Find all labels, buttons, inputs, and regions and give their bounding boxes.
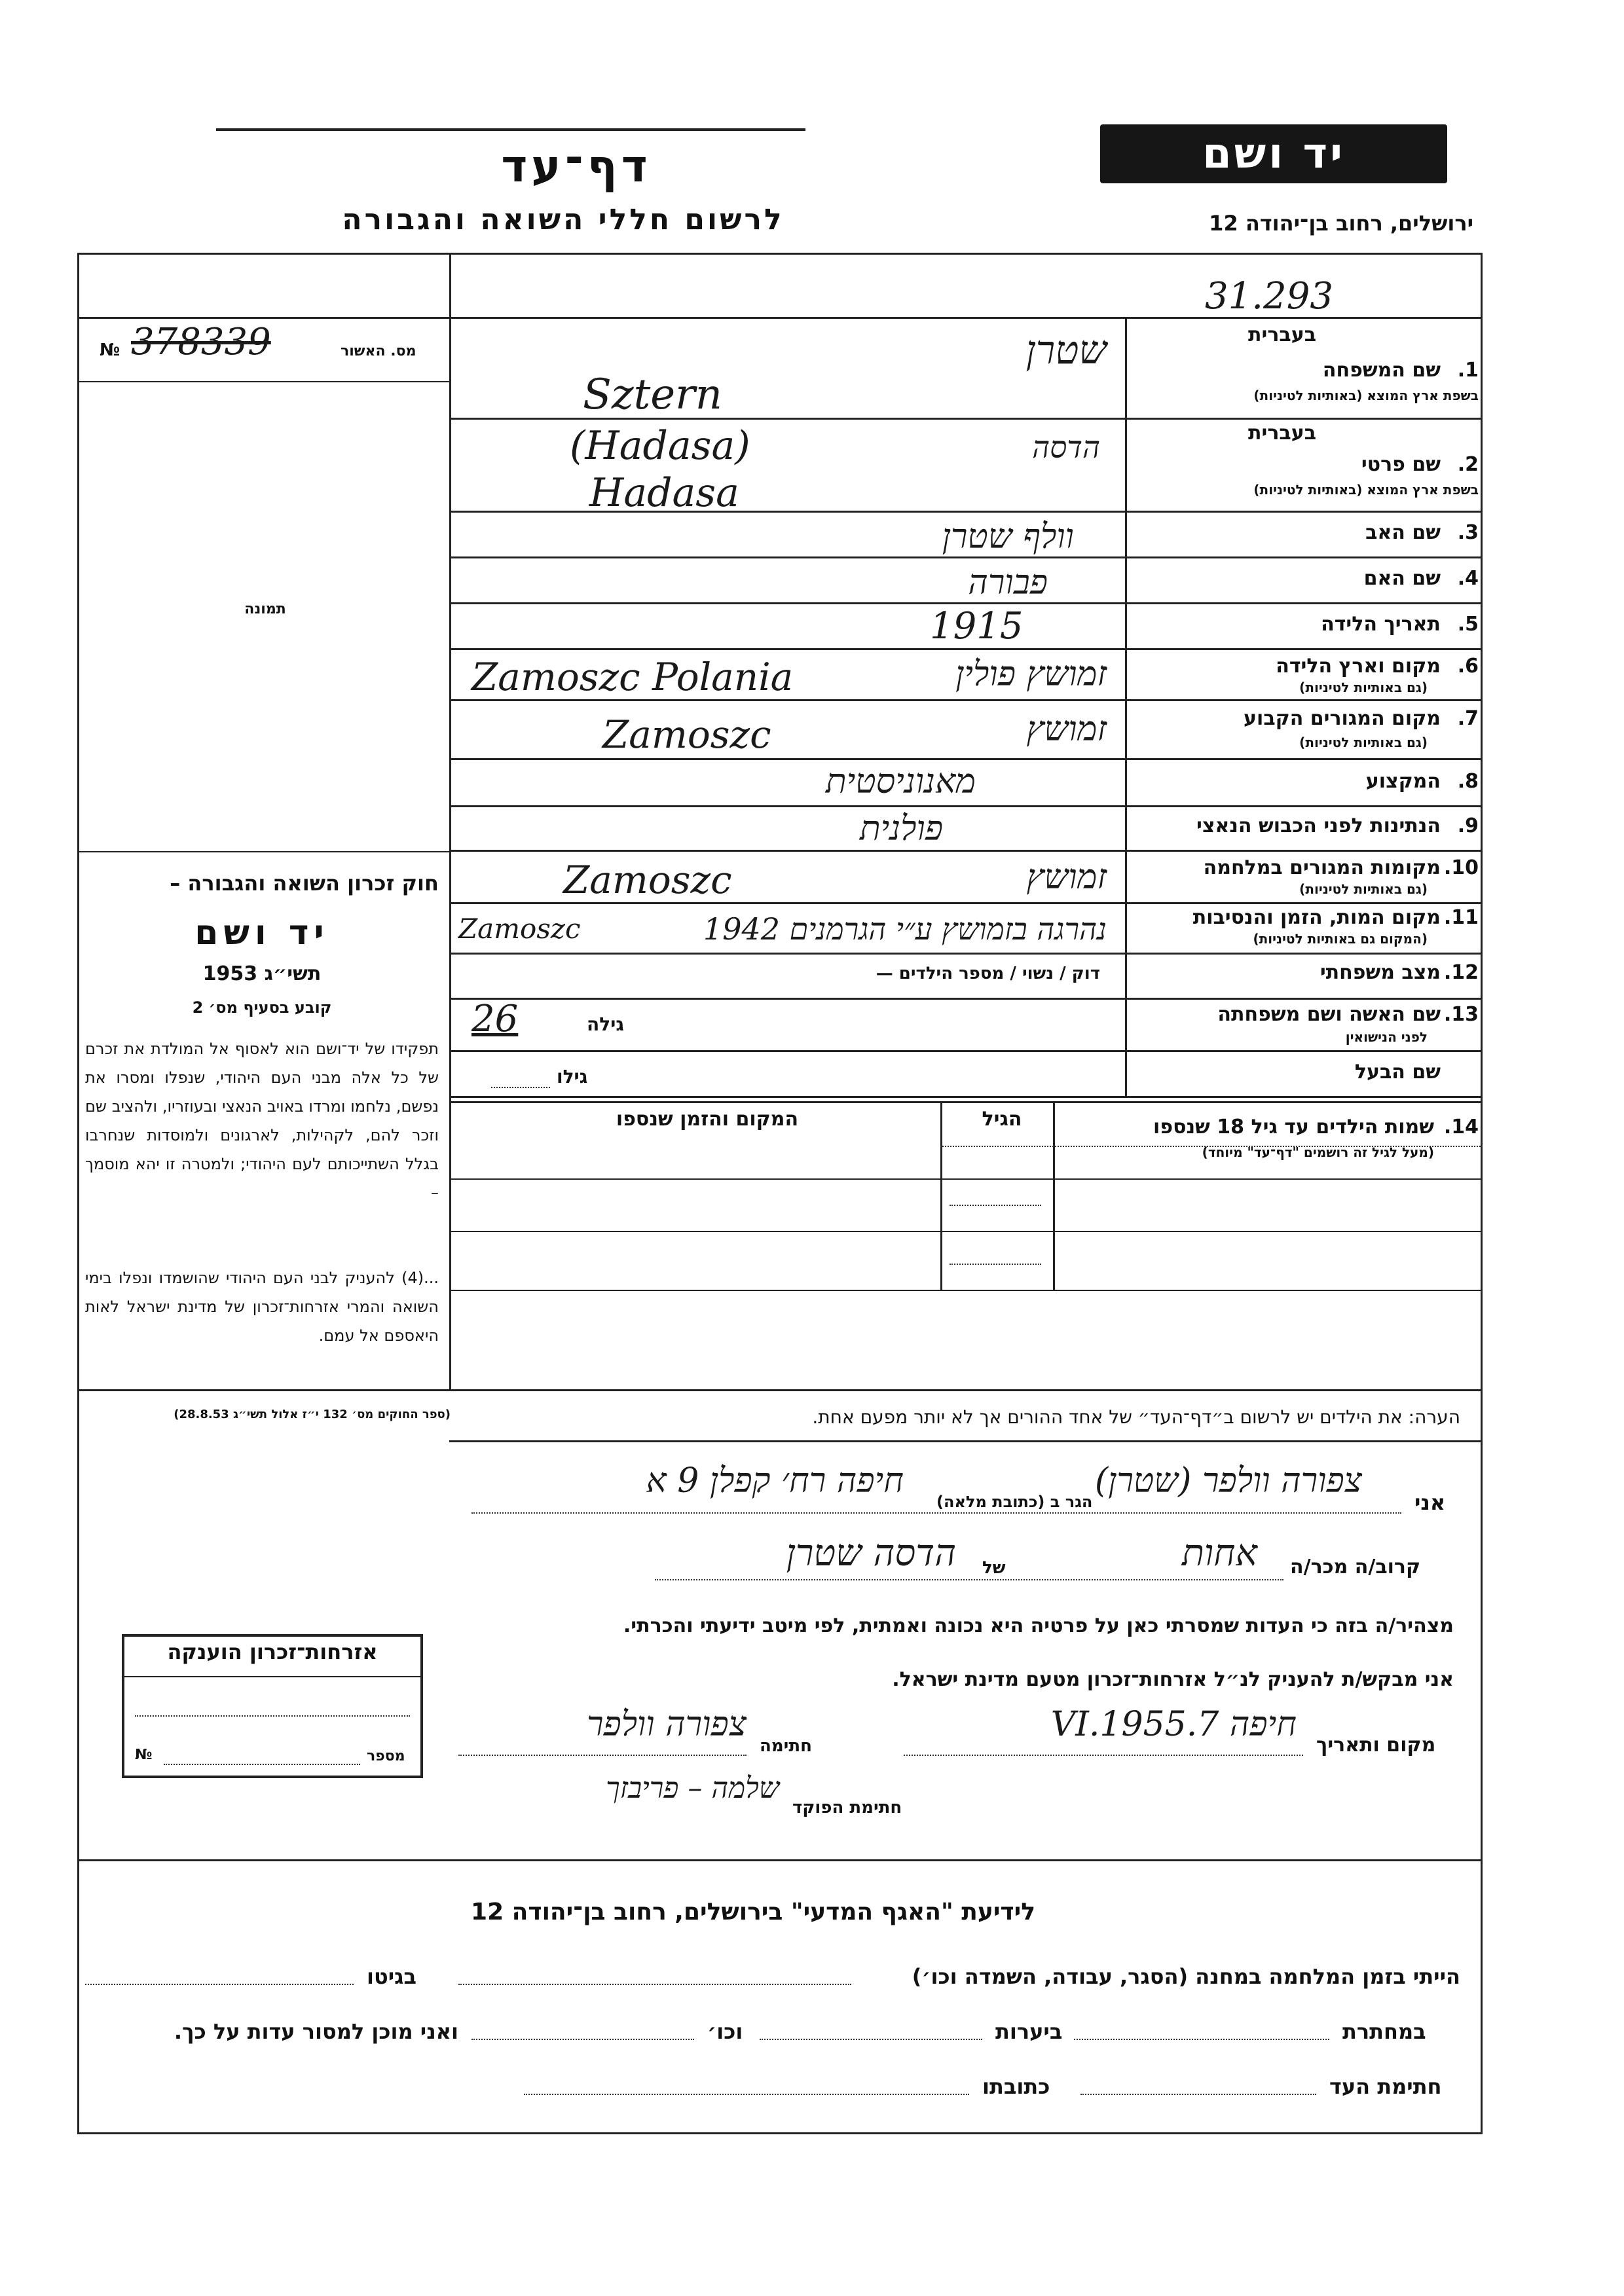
law-text-2: ...(4) להעניק לבני העם היהודי שהושמדו ונפלו בימי השואה והמרי אזרחות־זכרון של מדינת ישראל לאות היאספם אל עמם. xyxy=(85,1269,439,1345)
field-2-value-latin: (Hadasa) xyxy=(570,423,750,469)
field-10-value-latin: Zamoszc xyxy=(563,858,732,902)
field-5-number: 5. xyxy=(1457,613,1479,636)
field-6-sub: (גם באותיות לטיניות) xyxy=(1299,680,1428,695)
signature-label: חתימה xyxy=(760,1736,812,1756)
law-title: חוק זכרון השואה והגבורה – xyxy=(170,871,439,896)
field-11-sub: (המקום גם באותיות לטיניות) xyxy=(1253,931,1428,947)
field-1-number: 1. xyxy=(1457,359,1479,382)
field-11-value-he: נהרגה בזמושץ ע״י הגרמנים 1942 xyxy=(703,911,1107,947)
field-7-label: מקום המגורים הקבוע xyxy=(1244,707,1441,730)
form-title: דף־עד xyxy=(501,141,652,192)
witness-residing-label: הגר ב (כתובת מלאה) xyxy=(936,1493,1093,1511)
footer-witness-signature-label: חתימת העד xyxy=(1329,2074,1442,2099)
field-2-sub: בשפת ארץ המוצא (באותיות לטיניות) xyxy=(1253,482,1479,498)
field-3-value: וולף שטרן xyxy=(942,517,1074,556)
field-12-label: מצב משפחתי xyxy=(1320,961,1441,984)
witness-relation: אחות xyxy=(1181,1532,1257,1575)
witness-of-label: של xyxy=(982,1558,1006,1578)
field-10-sub: (גם באותיות לטיניות) xyxy=(1299,881,1428,897)
children-col-age: הגיל xyxy=(982,1108,1022,1131)
children-col-place: המקום והזמן שנספו xyxy=(616,1108,799,1131)
field-1-value-he: שטרן xyxy=(1025,327,1107,373)
field-12-value: דוק / נשוי / מספר הילדים — xyxy=(876,964,1100,983)
yad-vashem-logo: יד ושם xyxy=(1100,124,1447,183)
field-6-value-latin: Zamoszc Polania xyxy=(471,655,794,699)
footer-underground-label: במחתרת xyxy=(1342,2019,1426,2044)
field-7-number: 7. xyxy=(1457,707,1479,730)
field-7-value-latin: Zamoszc xyxy=(602,712,771,757)
field-9-value: פולנית xyxy=(859,809,943,848)
law-clause: קובע בסעיף מס׳ 2 xyxy=(192,998,332,1017)
footer-camp-label: הייתי בזמן המלחמה במחנה (הסגר, עבודה, השמדה וכו׳) xyxy=(912,1964,1460,1989)
field-13-age-label: גילה xyxy=(587,1013,624,1035)
approval-no-label: № xyxy=(100,340,120,360)
law-name: יד ושם xyxy=(194,913,329,953)
field-9-number: 9. xyxy=(1457,814,1479,837)
husband-age-label: גילו xyxy=(557,1066,588,1087)
photo-label: תמונה xyxy=(244,601,286,617)
footer-ghetto-label: בגיטו xyxy=(367,1964,416,1989)
law-ref: (ספר החוקים מס׳ 132 י״ז אלול תשי״ג 28.8.53) xyxy=(174,1408,451,1421)
law-text: תפקידו של יד־ושם הוא לאסוף אל המולדת את זכרם של כל אלה מבני העם היהודי, שנפלו ומסרו את נפשם, נלחמו ומרדו באויב הנאצי ובעוזריו, ולהציב שם וזכר להם, לקהילות, לארגונים ולמוסדות שנחרבו בגלל השתייכותם לעם היהודי; ולמטרה זו יהא מוסמך – xyxy=(85,1040,439,1202)
field-12-number: 12. xyxy=(1443,961,1479,984)
field-10-value-he: זמושץ xyxy=(1026,858,1107,897)
field-2-value-latin-2: Hadasa xyxy=(589,470,739,516)
field-2-hebrew-tag: בעברית xyxy=(1248,422,1316,445)
witness-i-label: אני xyxy=(1414,1490,1446,1515)
footer-forests-label: ביערות xyxy=(995,2019,1063,2044)
field-6-label: מקום וארץ הלידה xyxy=(1276,655,1441,678)
children-number: 14. xyxy=(1443,1116,1479,1139)
field-1-value-latin: Sztern xyxy=(583,371,722,419)
field-11-number: 11. xyxy=(1443,906,1479,929)
witness-name: צפורה וולפר (שטרן) xyxy=(1094,1461,1362,1501)
field-3-number: 3. xyxy=(1457,521,1479,544)
stamp-box-no: № xyxy=(135,1747,153,1763)
field-9-label: הנתינות לפני הכבוש הנאצי xyxy=(1196,814,1441,837)
field-13-label: שם האשה ושם משפחתה xyxy=(1217,1003,1441,1026)
field-8-label: המקצוע xyxy=(1365,770,1441,793)
field-6-number: 6. xyxy=(1457,655,1479,678)
field-13-age-value: 26 xyxy=(471,998,519,1040)
children-sub: (מעל לגיל זה רושמים "דף־עד" מיוחד) xyxy=(1202,1144,1434,1160)
field-13-sub: לפני הנישואין xyxy=(1345,1029,1428,1045)
signature-value: צפורה וולפר xyxy=(586,1705,747,1744)
stamp-box-title: אזרחות־זכרון הוענקה xyxy=(167,1639,378,1664)
place-date-label: מקום ותאריך xyxy=(1316,1734,1436,1757)
witness-of-value: הדסה שטרן xyxy=(786,1532,956,1575)
field-7-sub: (גם באותיות לטיניות) xyxy=(1299,735,1428,750)
footer-ready-label: ואני מוכן למסור עדות על כך. xyxy=(174,2019,458,2044)
form-subtitle: לרשום חללי השואה והגבורה xyxy=(342,203,784,236)
approval-label: מס. האשור xyxy=(341,343,416,359)
field-8-number: 8. xyxy=(1457,770,1479,793)
approval-number: 378339 xyxy=(131,321,271,363)
header-address: ירושלים, רחוב בן־יהודה 12 xyxy=(1209,211,1473,236)
field-4-label: שם האם xyxy=(1363,567,1441,590)
officer-label: חתימת הפוקד xyxy=(792,1798,902,1817)
footer-address-label: כתובתו xyxy=(982,2074,1050,2099)
field-2-value-he: הדסה xyxy=(1032,429,1100,465)
field-1-hebrew-tag: בעברית xyxy=(1248,323,1316,346)
archive-number: 31.293 xyxy=(1205,275,1333,318)
field-2-number: 2. xyxy=(1457,453,1479,476)
officer-signature: שלמה – פריבזך xyxy=(606,1772,779,1805)
label-column-divider xyxy=(1125,317,1127,1096)
footer-heading: לידיעת "האגף המדעי" בירושלים, רחוב בן־יהודה 12 xyxy=(471,1899,1035,1925)
field-10-label: מקומות המגורים במלחמה xyxy=(1203,856,1441,879)
field-11-label: מקום המות, הזמן והנסיבות xyxy=(1192,906,1441,929)
field-2-label: שם פרטי xyxy=(1361,453,1441,476)
stamp-box-number-label: מספר xyxy=(367,1748,405,1764)
field-4-number: 4. xyxy=(1457,567,1479,590)
field-5-label: תאריך הלידה xyxy=(1321,613,1441,636)
field-13-number: 13. xyxy=(1443,1003,1479,1026)
footer-etc-label: וכו׳ xyxy=(707,2019,743,2044)
field-8-value: מאנוניסטית xyxy=(825,762,976,801)
note-text: הערה: את הילדים יש לרשום ב״דף־העד״ של אחד ההורים אך לא יותר מפעם אחת. xyxy=(812,1406,1460,1428)
field-10-number: 10. xyxy=(1443,856,1479,879)
field-3-label: שם האב xyxy=(1365,521,1441,544)
field-6-value-he: זמושץ פולין xyxy=(955,655,1107,694)
sidebar-divider xyxy=(449,253,451,1389)
witness-request: אני מבקש/ת להעניק לנ״ל אזרחות־זכרון מטעם מדינת ישראל. xyxy=(892,1668,1454,1691)
top-rule xyxy=(216,128,805,131)
place-date-value: חיפה 7.VI.1955 xyxy=(1050,1705,1297,1744)
witness-declaration: מצהיר/ה בזה כי העדות שמסרתי כאן על פרטיה היא נכונה ואמתית, לפי מיטב ידיעתי והכרתי. xyxy=(623,1614,1454,1637)
field-1-label: שם המשפחה xyxy=(1322,359,1441,382)
law-year: תשי״ג 1953 xyxy=(202,962,322,985)
field-7-value-he: זמושץ xyxy=(1026,710,1107,749)
children-label: שמות הילדים עד גיל 18 שנספו xyxy=(1153,1116,1434,1139)
field-5-value: 1915 xyxy=(930,605,1024,647)
witness-address: חיפה רח׳ קפלן 9 א xyxy=(646,1461,904,1501)
husband-label: שם הבעל xyxy=(1354,1061,1441,1084)
field-11-value-latin: Zamoszc xyxy=(458,913,581,945)
field-4-value: פבורה xyxy=(968,563,1048,602)
witness-relative-label: קרוב/ה מכר/ה xyxy=(1290,1556,1421,1578)
field-1-sub: בשפת ארץ המוצא (באותיות לטיניות) xyxy=(1253,388,1479,403)
